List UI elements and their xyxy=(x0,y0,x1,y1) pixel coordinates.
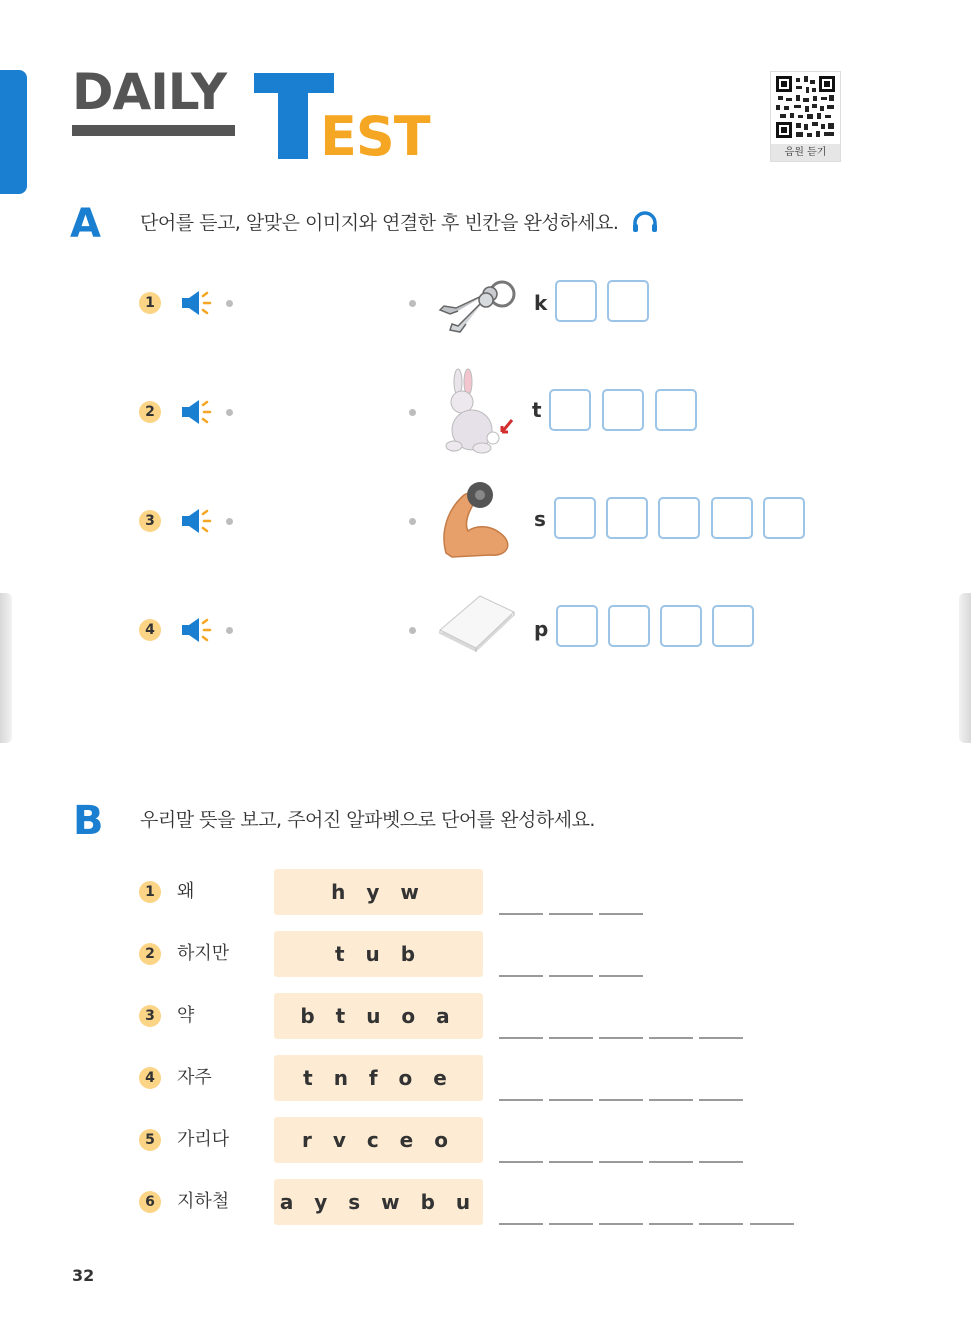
letter-box[interactable] xyxy=(602,389,644,431)
title-underline xyxy=(72,125,235,136)
answer-blank[interactable] xyxy=(750,1223,794,1225)
answer-blank[interactable] xyxy=(549,913,593,915)
section-b-instruction: 우리말 뜻을 보고, 주어진 알파벳으로 단어를 완성하세요. xyxy=(140,809,595,831)
answer-blank[interactable] xyxy=(699,1161,743,1163)
answer-blank[interactable] xyxy=(599,1223,643,1225)
letter-box[interactable] xyxy=(660,605,702,647)
item-number: 2 xyxy=(139,401,161,423)
first-letter: k xyxy=(534,291,548,315)
answer-blank[interactable] xyxy=(499,975,543,977)
item-number: 2 xyxy=(139,943,161,965)
qr-code-icon xyxy=(776,76,835,138)
match-dot-right[interactable] xyxy=(409,518,416,525)
match-dot-right[interactable] xyxy=(409,627,416,634)
scrambled-letters: r v c e o xyxy=(274,1117,483,1163)
chapter-tab xyxy=(0,70,27,194)
answer-blank[interactable] xyxy=(549,1099,593,1101)
letter-box[interactable] xyxy=(712,605,754,647)
letter-box[interactable] xyxy=(655,389,697,431)
item-number: 1 xyxy=(139,881,161,903)
answer-blank[interactable] xyxy=(499,1161,543,1163)
korean-meaning: 가리다 xyxy=(177,1129,230,1150)
answer-blank[interactable] xyxy=(549,1161,593,1163)
rabbit-tail-icon xyxy=(436,368,518,454)
scrambled-letters: b t u o a xyxy=(274,993,483,1039)
answer-blank[interactable] xyxy=(549,975,593,977)
first-letter: t xyxy=(532,398,542,422)
letter-box[interactable] xyxy=(549,389,591,431)
answer-blank[interactable] xyxy=(549,1037,593,1039)
match-dot-right[interactable] xyxy=(409,409,416,416)
section-a-letter: A xyxy=(70,201,101,247)
korean-meaning: 지하철 xyxy=(177,1191,230,1212)
answer-blank[interactable] xyxy=(649,1161,693,1163)
answer-blank[interactable] xyxy=(649,1223,693,1225)
korean-meaning: 약 xyxy=(177,1005,195,1026)
title-daily: DAILY xyxy=(72,63,227,121)
keys-icon xyxy=(436,278,518,334)
item-number: 1 xyxy=(139,292,161,314)
item-number: 4 xyxy=(139,619,161,641)
section-a-instruction: 단어를 듣고, 알맞은 이미지와 연결한 후 빈칸을 완성하세요. xyxy=(140,212,619,234)
first-letter: s xyxy=(534,507,546,531)
section-b-letter: B xyxy=(73,798,104,844)
letter-box[interactable] xyxy=(711,497,753,539)
scrambled-letters: t u b xyxy=(274,931,483,977)
answer-blank[interactable] xyxy=(599,1099,643,1101)
paper-icon xyxy=(436,594,518,658)
answer-blank[interactable] xyxy=(599,1161,643,1163)
answer-blank[interactable] xyxy=(699,1099,743,1101)
answer-blank[interactable] xyxy=(649,1037,693,1039)
answer-blank[interactable] xyxy=(549,1223,593,1225)
item-number: 3 xyxy=(139,510,161,532)
qr-audio-link[interactable] xyxy=(770,71,841,162)
letter-box[interactable] xyxy=(606,497,648,539)
arm-muscle-icon xyxy=(438,481,518,559)
letter-box[interactable] xyxy=(763,497,805,539)
page-number: 32 xyxy=(72,1266,95,1285)
scrambled-letters: h y w xyxy=(274,869,483,915)
answer-blank[interactable] xyxy=(599,913,643,915)
item-number: 6 xyxy=(139,1191,161,1213)
answer-blank[interactable] xyxy=(499,1223,543,1225)
right-page-edge xyxy=(959,593,971,743)
speaker-icon[interactable] xyxy=(180,289,214,317)
item-number: 4 xyxy=(139,1067,161,1089)
speaker-icon[interactable] xyxy=(180,616,214,644)
title-est: EST xyxy=(320,105,430,168)
scrambled-letters: a y s w b u xyxy=(274,1179,483,1225)
answer-blank[interactable] xyxy=(699,1037,743,1039)
answer-blank[interactable] xyxy=(599,975,643,977)
answer-blank[interactable] xyxy=(499,913,543,915)
letter-box[interactable] xyxy=(658,497,700,539)
korean-meaning: 자주 xyxy=(177,1067,212,1088)
speaker-icon[interactable] xyxy=(180,507,214,535)
match-dot-left[interactable] xyxy=(226,409,233,416)
korean-meaning: 왜 xyxy=(177,881,195,902)
letter-box[interactable] xyxy=(554,497,596,539)
first-letter: p xyxy=(534,617,549,641)
qr-label: 음원 듣기 xyxy=(771,144,840,161)
headphone-icon[interactable] xyxy=(632,211,658,233)
letter-box[interactable] xyxy=(555,280,597,322)
left-page-edge xyxy=(0,593,12,743)
answer-blank[interactable] xyxy=(499,1099,543,1101)
item-number: 5 xyxy=(139,1129,161,1151)
answer-blank[interactable] xyxy=(699,1223,743,1225)
match-dot-left[interactable] xyxy=(226,300,233,307)
answer-blank[interactable] xyxy=(649,1099,693,1101)
match-dot-left[interactable] xyxy=(226,627,233,634)
letter-box[interactable] xyxy=(556,605,598,647)
item-number: 3 xyxy=(139,1005,161,1027)
speaker-icon[interactable] xyxy=(180,398,214,426)
match-dot-right[interactable] xyxy=(409,300,416,307)
answer-blank[interactable] xyxy=(499,1037,543,1039)
letter-box[interactable] xyxy=(607,280,649,322)
scrambled-letters: t n f o e xyxy=(274,1055,483,1101)
korean-meaning: 하지만 xyxy=(177,943,230,964)
answer-blank[interactable] xyxy=(599,1037,643,1039)
letter-box[interactable] xyxy=(608,605,650,647)
match-dot-left[interactable] xyxy=(226,518,233,525)
